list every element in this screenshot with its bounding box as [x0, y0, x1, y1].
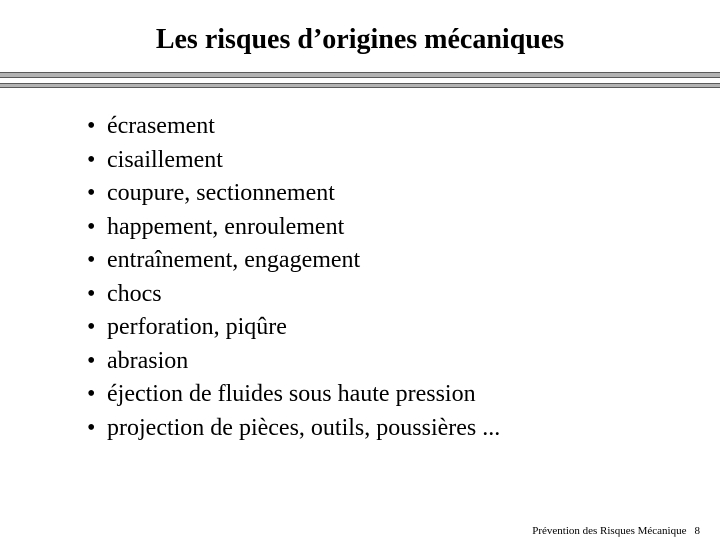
list-item-text: coupure, sectionnement [107, 180, 335, 206]
list-item [87, 144, 500, 178]
list-item [87, 311, 500, 345]
bullet-icon: • [87, 314, 96, 340]
list-item [87, 211, 500, 245]
title-divider-top [0, 72, 720, 78]
list-item [87, 412, 500, 446]
list-item-text: abrasion [107, 347, 189, 374]
bullet-list [87, 110, 500, 445]
bullet-icon: • [87, 381, 96, 407]
bullet-icon: • [87, 213, 96, 240]
bullet-icon: • [87, 414, 96, 441]
list-item [87, 177, 500, 211]
page-number: 8 [694, 525, 700, 537]
bullet-icon: • [87, 113, 96, 139]
list-item [87, 244, 500, 278]
slide-title: Les risques d’origines mécaniques [155, 24, 565, 55]
list-item-text: projection de pièces, outils, poussières ... [107, 414, 501, 441]
list-item [87, 110, 500, 144]
list-item [87, 345, 500, 379]
bullet-icon: • [87, 247, 96, 273]
list-item-text: perforation, piqûre [107, 314, 287, 340]
list-item-text: écrasement [107, 113, 215, 139]
list-item-text: éjection de fluides sous haute pression [107, 381, 476, 407]
list-item [87, 378, 500, 412]
bullet-icon: • [87, 146, 96, 173]
list-item-text: happement, enroulement [107, 213, 345, 240]
list-item-text: chocs [107, 280, 162, 307]
bullet-icon: • [87, 280, 96, 307]
list-item-text: cisaillement [107, 146, 223, 173]
title-divider-bottom [0, 83, 720, 88]
list-item [87, 278, 500, 312]
footer-text: Prévention des Risques Mécanique [532, 525, 687, 537]
bullet-icon: • [87, 347, 96, 374]
bullet-icon: • [87, 180, 96, 206]
slide-footer [532, 524, 700, 538]
list-item-text: entraînement, engagement [107, 247, 361, 273]
